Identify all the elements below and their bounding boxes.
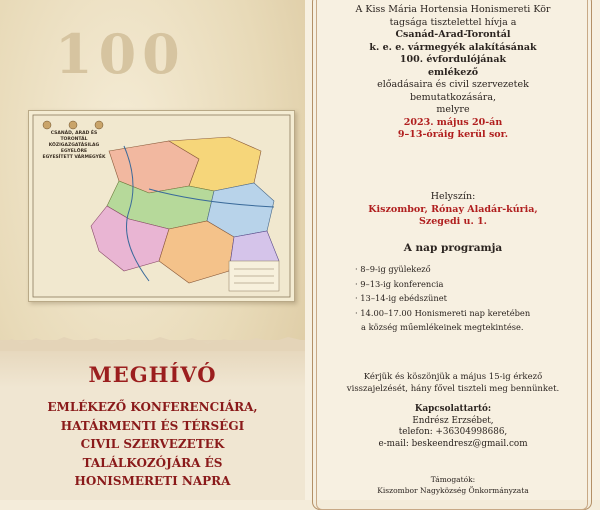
torn-paper-edge: [0, 333, 305, 351]
historical-map: [28, 110, 295, 302]
intro-line: 100. évfordulójának: [399, 54, 507, 65]
intro-line: előadásaira és civil szervezetek: [377, 79, 529, 90]
program-item: · 13–14-ig ebédszünet: [355, 293, 447, 303]
map-title-line: EGYESÍTETT VÁRMEGYÉK: [42, 155, 106, 160]
intro-line: emlékező: [427, 66, 479, 78]
map-title-line: KÖZIGAZGATÁSILAG EGYELŐRE: [48, 143, 100, 154]
venue-block: [322, 191, 584, 229]
program-item: · 14.00–17.00 Honismereti nap keretében: [355, 307, 531, 318]
rsvp-text: [322, 372, 584, 395]
intro-line: Csanád-Arad-Torontál: [395, 29, 511, 40]
intro-line: bemutatkozására,: [409, 91, 497, 103]
intro-line: A Kiss Mária Hortensia Honismereti Kör: [355, 4, 551, 15]
event-date: 2023. május 20-án: [403, 116, 503, 128]
contact-phone: telefon: +36304998686,: [398, 427, 508, 437]
rsvp-line: Kérjük és köszönjük a május 15-ig érkező: [363, 372, 543, 382]
sponsor-name: Kiszombor Nagyközség Önkormányzata: [377, 486, 529, 495]
conference-title: [0, 398, 305, 491]
venue-line: Szegedi u. 1.: [419, 216, 487, 227]
rsvp-line: visszajelzését, hány fővel tiszteli meg bennünket.: [346, 383, 560, 394]
left-panel: [0, 0, 305, 500]
anniversary-number: 100: [55, 22, 186, 86]
contact-email[interactable]: e-mail: beskeendresz@gmail.com: [378, 438, 528, 449]
conference-line: EMLÉKEZŐ KONFERENCIÁRA,: [47, 400, 258, 414]
contact-name: Endrész Erzsébet,: [412, 415, 494, 426]
program-item: · 9–13-ig konferencia: [355, 278, 444, 289]
program-item: · 8–9-ig gyülekező: [355, 264, 431, 274]
intro-line: melyre: [436, 104, 470, 115]
conference-line: HONISMERETI NAPRA: [74, 474, 231, 488]
sponsor-block: [322, 474, 584, 496]
intro-line: k. e. e. vármegyék alakításának: [369, 41, 537, 53]
map-title-line: CSANÁD, ARAD ÉS TORONTÁL: [50, 131, 98, 142]
program-title: A nap programja: [403, 242, 503, 254]
program-item: a község műemlékeinek megtekintése.: [361, 322, 524, 332]
venue-line: Kiszombor, Rónay Aladár-kúria,: [368, 203, 538, 215]
conference-line: CIVIL SZERVEZETEK: [80, 437, 225, 451]
invitation-heading: MEGHÍVÓ: [88, 362, 217, 387]
intro-text: [322, 4, 584, 142]
conference-line: TALÁLKOZÓJÁRA ÉS: [82, 455, 223, 470]
intro-line: tagsága tisztelettel hívja a: [389, 16, 517, 28]
venue-label: Helyszín:: [430, 191, 476, 202]
map-title: [37, 131, 111, 161]
event-time: 9–13-óráig kerül sor.: [397, 129, 509, 140]
contact-block: [322, 404, 584, 450]
program-list: [355, 262, 575, 335]
contact-label: Kapcsolattartó:: [414, 404, 492, 414]
sponsor-label: Támogatók:: [430, 475, 476, 484]
conference-line: HATÁRMENTI ÉS TÉRSÉGI: [60, 418, 245, 433]
